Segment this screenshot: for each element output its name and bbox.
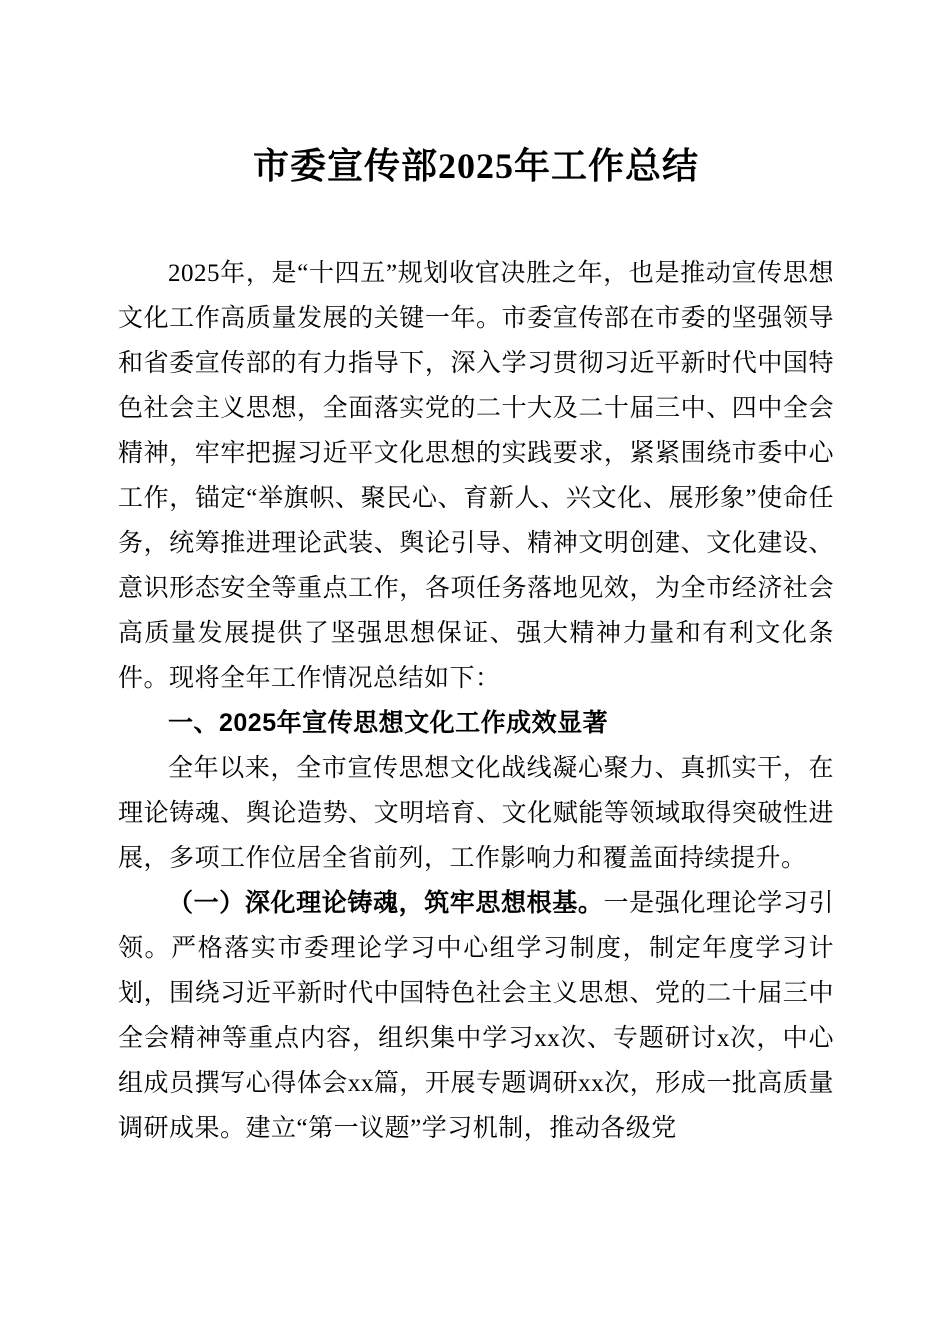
paragraph	[118, 881, 834, 1151]
paragraph: 2025年，是“十四五”规划收官决胜之年，也是推动宣传思想文化工作高质量发展的关键一年。市委宣传部在市委的坚强领导和省委宣传部的有力指导下，深入学习贯彻习近平新时代中国特色社会主义思想，全面落实党的二十大及二十届三中、四中全会精神，牢牢把握习近平文化思想的实践要求，紧紧围绕市委中心工作，锚定“举旗帜、聚民心、育新人、兴文化、展形象”使命任务，统筹推进理论武装、舆论引导、精神文明创建、文化建设、意识形态安全等重点工作，各项任务落地见效，为全市经济社会高质量发展提供了坚强思想保证、强大精神力量和有利文化条件。现将全年工作情况总结如下：	[118, 260, 834, 692]
paragraph-text: 一是强化理论学习引领。严格落实市委理论学习中心组学习制度，制定年度学习计划，围绕习近平新时代中国特色社会主义思想、党的二十届三中全会精神等重点内容，组织集中学习xx次、专题研讨x次，中心组成员撰写心得体会xx篇，开展专题调研xx次，形成一批高质量调研成果。建立“第一议题”学习机制，推动各级党	[118, 890, 834, 1142]
document-title: 市委宣传部2025年工作总结	[252, 146, 699, 186]
paragraph: 全年以来，全市宣传思想文化战线凝心聚力、真抓实干，在理论铸魂、舆论造势、文明培育、文化赋能等领域取得突破性进展，多项工作位居全省前列，工作影响力和覆盖面持续提升。	[118, 755, 834, 872]
paragraph-lead: （一）深化理论铸魂，筑牢思想根基。	[168, 890, 604, 917]
section-heading: 一、2025年宣传思想文化工作成效显著	[168, 709, 609, 737]
document-body	[118, 251, 834, 1151]
